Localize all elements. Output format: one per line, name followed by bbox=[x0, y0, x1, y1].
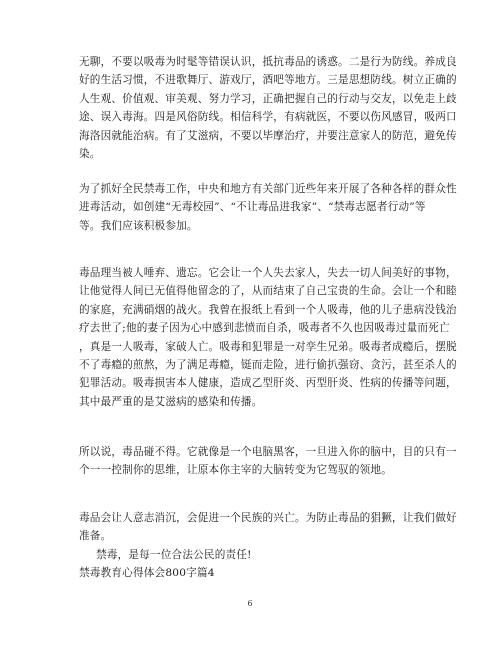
text-line: 的家庭，充满硝烟的战火。我曾在报纸上看到一个人吸毒，他的儿子患病没钱治 bbox=[79, 303, 457, 316]
text-line: 其中最严重的是艾滋病的感染和传播。 bbox=[79, 395, 263, 408]
section-heading bbox=[79, 564, 423, 582]
paragraph-prepare bbox=[79, 509, 457, 546]
text-line: 让他觉得人间已无值得他留念的了，从而结束了自己宝贵的生命。会让一个和睦 bbox=[79, 285, 457, 298]
text-line: 疗去世了;他的妻子因为心中感到悲愤而自杀，吸毒者不久也因吸毒过量而死亡 bbox=[79, 322, 450, 335]
text-line: 进毒活动，如创建“无毒校园”、“不让毒品进我家”、“禁毒志愿者行动”等 bbox=[79, 201, 426, 214]
text-line: 染。 bbox=[79, 148, 101, 161]
page-number: 6 bbox=[247, 599, 253, 608]
paragraph-hacker-analogy bbox=[79, 443, 457, 480]
paragraph-responsibility bbox=[79, 546, 440, 564]
text-line: 不了毒瘾的煎熬，为了满足毒瘾，铤而走险，进行偷扒强窃、贪污，甚至杀人的 bbox=[79, 359, 457, 372]
text-line: 等。我们应该积极参加。 bbox=[79, 219, 198, 232]
text-line: 毒品会让人意志消沉，会促进一个民族的兴亡。为防止毒品的猖獗，让我们做好 bbox=[79, 512, 457, 524]
text-line: 禁毒，是每一位合法公民的责任! bbox=[96, 549, 252, 561]
paragraph-campaigns bbox=[79, 180, 457, 235]
paragraph-harm bbox=[79, 264, 457, 411]
text-line: 为了抓好全民禁毒工作，中央和地方有关部门近些年来开展了各种各样的群众性 bbox=[79, 183, 457, 195]
text-line: 所以说，毒品碰不得。它就像是一个电脑黑客，一旦进入你的脑中，目的只有一 bbox=[79, 446, 457, 458]
heading-text: 禁毒教育心得体会800字篇4 bbox=[79, 567, 215, 579]
text-line: 海洛因就能治病。有了艾滋病，不要以毕摩治疗，并要注意家人的防范，避免传 bbox=[79, 129, 457, 142]
text-line: 途、误入毒海。四是风俗防线。相信科学，有病就医，不要以伤风感冒，吸两口 bbox=[79, 111, 457, 124]
text-line: 无聊，不要以吸毒为时髦等错误认识，抵抗毒品的诱惑。二是行为防线。养成良 bbox=[79, 56, 457, 68]
text-line: 人生观、价值观、审美观、努力学习，正确把握自己的行动与交友，以免走上歧 bbox=[79, 92, 457, 105]
text-line: 准备。 bbox=[79, 530, 112, 543]
paragraph-prevention-lines bbox=[79, 53, 457, 163]
text-line: ，真是一人吸毒，家破人亡。吸毒和犯罪是一对孪生兄弟。吸毒者成瘾后，摆脱 bbox=[79, 340, 457, 353]
text-line: 好的生活习惯，不进歌舞厅、游戏厅，酒吧等地方。三是思想防线。树立正确的 bbox=[79, 74, 457, 87]
text-line: 犯罪活动。吸毒损害本人健康，造成乙型肝炎、丙型肝炎、性病的传播等问题， bbox=[79, 377, 457, 390]
text-line: 个一一控制你的思维，让原本你主宰的大脑转变为它驾驭的领地。 bbox=[79, 464, 393, 477]
text-line: 毒品理当被人唾弃、遗忘。它会让一个人失去家人，失去一切人间美好的事物， bbox=[79, 267, 457, 279]
